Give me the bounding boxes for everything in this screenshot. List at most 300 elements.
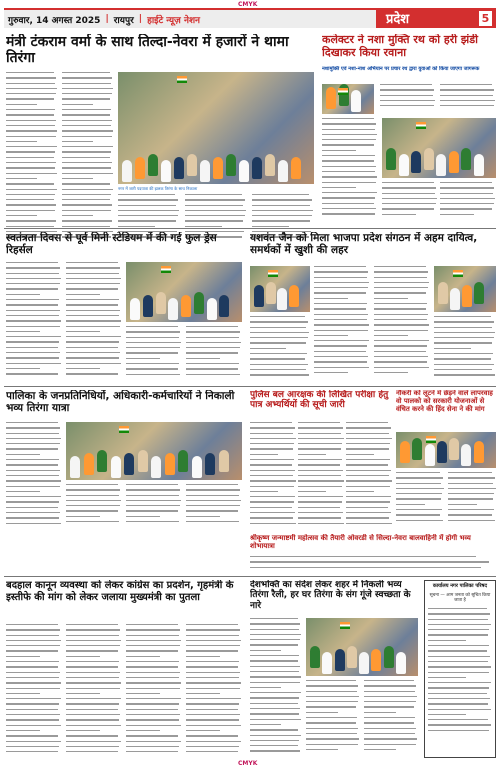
text-line: [250, 501, 294, 502]
text-line: [126, 714, 180, 715]
text-line: [314, 372, 348, 373]
text-line: [364, 744, 416, 745]
text-line: [250, 644, 298, 645]
person-figure: [156, 292, 166, 314]
text-line: [374, 277, 427, 278]
person-figure: [130, 298, 140, 320]
text-line: [66, 656, 100, 657]
text-line: [66, 516, 100, 517]
text-line: [126, 730, 160, 731]
text-line: [66, 714, 120, 715]
text-line: [252, 226, 289, 227]
text-line: [186, 484, 238, 485]
text-line: [250, 486, 294, 487]
text-line: [252, 220, 310, 221]
text-line: [250, 692, 301, 693]
text-line: [186, 714, 240, 715]
text-line: [6, 730, 40, 731]
text-line: [440, 203, 494, 204]
text-line: [186, 635, 239, 636]
text-line: [250, 422, 292, 423]
text-line: [186, 500, 241, 501]
text-line: [6, 189, 57, 190]
text-line: [6, 72, 54, 73]
text-line: [6, 136, 56, 137]
text-line: [186, 693, 220, 694]
text-line: [250, 332, 309, 333]
text-line: [306, 717, 357, 718]
text-line: [6, 682, 61, 683]
story-deshbhakti-body-col2: [306, 680, 360, 758]
text-line: [66, 640, 121, 641]
person-figure: [449, 438, 459, 460]
text-line: [250, 342, 306, 343]
text-line: [322, 171, 375, 172]
text-line: [126, 640, 181, 641]
text-line: [252, 215, 312, 216]
story-collector-body-col2: [440, 84, 496, 114]
text-line: [6, 512, 60, 513]
text-line: [6, 688, 60, 689]
text-line: [186, 656, 220, 657]
print-mark-top: CMYK: [238, 1, 258, 8]
text-line: [62, 220, 112, 221]
text-line: [428, 624, 491, 625]
text-line: [62, 157, 110, 158]
story-palika-headline: पालिका के जनप्रतिनिधियों, अधिकारी-कर्मचारियों ने निकाली भव्य तिरंगा यात्रा: [6, 390, 235, 415]
rally-photo: [118, 72, 314, 184]
text-line: [314, 308, 366, 309]
text-line: [322, 182, 376, 183]
text-line: [126, 719, 179, 720]
text-line: [252, 194, 309, 195]
story-congress-body-col4: [186, 624, 242, 758]
text-line: [126, 489, 180, 490]
text-line: [66, 315, 119, 316]
text-line: [298, 454, 326, 455]
text-line: [298, 448, 341, 449]
text-line: [250, 459, 294, 460]
text-line: [186, 374, 240, 375]
text-line: [250, 321, 308, 322]
text-line: [6, 443, 60, 444]
person-figure: [161, 160, 171, 182]
text-line: [364, 685, 416, 686]
text-line: [66, 347, 118, 348]
text-line: [434, 337, 494, 338]
text-line: [250, 735, 301, 736]
text-line: [126, 635, 179, 636]
person-figure: [181, 295, 191, 317]
story-police-body-col1: [250, 422, 296, 530]
text-line: [6, 714, 60, 715]
person-figure: [97, 450, 107, 472]
person-figure: [200, 160, 210, 182]
text-line: [346, 448, 389, 449]
text-line: [66, 682, 121, 683]
text-line: [66, 672, 120, 673]
text-line: [6, 751, 58, 752]
text-line: [374, 330, 428, 331]
text-line: [440, 100, 495, 101]
person-figure: [165, 453, 175, 475]
text-line: [346, 438, 392, 439]
story-naukri-body-col1: [396, 472, 444, 530]
story-swatantrata-body-col4: [186, 326, 242, 382]
text-line: [250, 682, 300, 683]
text-line: [62, 98, 110, 99]
text-line: [126, 666, 178, 667]
text-line: [6, 438, 61, 439]
person-figure: [384, 646, 394, 668]
text-line: [250, 358, 305, 359]
text-line: [6, 507, 58, 508]
text-line: [374, 356, 428, 357]
text-line: [6, 709, 58, 710]
text-line: [66, 629, 120, 630]
text-line: [126, 495, 179, 496]
text-line: [306, 722, 356, 723]
person-figure: [351, 90, 361, 112]
text-line: [346, 517, 389, 518]
text-line: [6, 210, 55, 211]
notice-title: कार्यालय नगर पालिका परिषद: [432, 583, 488, 589]
text-line: [6, 220, 56, 221]
text-line: [126, 629, 180, 630]
text-line: [428, 714, 466, 715]
story-congress-body-col1: [6, 624, 62, 758]
text-line: [250, 708, 300, 709]
text-line: [382, 193, 435, 194]
text-line: [382, 214, 416, 215]
text-line: [6, 162, 56, 163]
text-line: [66, 288, 118, 289]
text-line: [250, 650, 281, 651]
person-figure: [266, 282, 276, 304]
tiranga-flag-icon: [119, 426, 129, 433]
person-figure: [124, 453, 134, 475]
text-line: [250, 660, 298, 661]
story-yashwant-headline: यशवंत जैन को मिला भाजपा प्रदेश संगठन में अहम दायित्व, समर्थकों में खुशी की लहर: [250, 232, 478, 257]
person-figure: [151, 456, 161, 478]
text-line: [374, 314, 428, 315]
tiranga-flag-icon: [416, 122, 426, 129]
text-line: [298, 501, 342, 502]
story-yashwant-body-col1: [250, 316, 310, 380]
text-line: [62, 114, 110, 115]
text-line: [6, 357, 59, 358]
person-figure: [399, 154, 409, 176]
person-figure: [168, 298, 178, 320]
text-line: [66, 698, 121, 699]
text-line: [298, 517, 341, 518]
text-line: [66, 273, 119, 274]
text-line: [126, 347, 180, 348]
person-figure: [219, 295, 229, 317]
text-line: [6, 433, 59, 434]
text-line: [186, 489, 240, 490]
text-line: [186, 363, 239, 364]
text-line: [314, 335, 348, 336]
person-figure: [278, 160, 288, 182]
text-line: [428, 730, 489, 731]
text-line: [322, 144, 374, 145]
text-line: [250, 491, 278, 492]
story-naukri-headline: नौकरी को लूटने में छेड़ने वाले लापरवाह वो पालको को सरकारी योजनाओं से वंचित करने की हिंद सेना ने की मांग: [396, 390, 493, 413]
text-line: [126, 725, 181, 726]
text-line: [6, 486, 60, 487]
text-line: [126, 521, 179, 522]
text-line: [66, 341, 119, 342]
text-line: [250, 556, 476, 557]
text-line: [364, 722, 414, 723]
story-palika-body-col4: [186, 484, 242, 530]
text-line: [298, 486, 342, 487]
text-line: [346, 512, 391, 513]
story-palika-body-col3: [126, 484, 182, 530]
tiranga-rally-photo: [306, 618, 418, 676]
person-figure: [335, 649, 345, 671]
text-line: [186, 521, 239, 522]
text-line: [314, 282, 369, 283]
person-figure: [143, 295, 153, 317]
text-line: [6, 635, 59, 636]
text-line: [396, 493, 442, 494]
text-line: [250, 623, 300, 624]
text-line: [306, 749, 338, 750]
text-line: [6, 368, 40, 369]
text-line: [250, 369, 306, 370]
text-line: [6, 215, 37, 216]
text-line: [250, 697, 299, 698]
story-congress-body-col2: [66, 624, 122, 758]
person-figure: [461, 148, 471, 170]
text-line: [66, 719, 119, 720]
text-line: [448, 520, 495, 521]
text-line: [126, 374, 180, 375]
person-figure: [265, 154, 275, 176]
text-line: [440, 95, 493, 96]
section-banner: [376, 8, 496, 28]
text-line: [322, 197, 375, 198]
text-line: [396, 472, 440, 473]
text-line: [364, 680, 414, 681]
text-line: [440, 208, 492, 209]
text-line: [186, 672, 240, 673]
text-line: [250, 374, 309, 375]
text-line: [448, 488, 496, 489]
person-figure: [277, 288, 287, 310]
text-line: [6, 199, 54, 200]
person-figure: [178, 450, 188, 472]
text-line: [298, 480, 344, 481]
text-line: [346, 475, 389, 476]
text-line: [250, 745, 298, 746]
text-line: [6, 273, 59, 274]
text-line: [126, 698, 181, 699]
tiranga-flag-icon: [161, 266, 171, 273]
text-line: [6, 672, 60, 673]
text-line: [374, 367, 429, 368]
person-figure: [135, 157, 145, 179]
text-line: [374, 340, 429, 341]
text-line: [396, 477, 443, 478]
text-line: [6, 661, 59, 662]
text-line: [314, 345, 367, 346]
text-line: [126, 342, 181, 343]
text-line: [364, 706, 414, 707]
text-line: [346, 507, 388, 508]
text-line: [186, 510, 238, 511]
text-line: [250, 438, 296, 439]
text-line: [346, 459, 390, 460]
text-line: [186, 725, 241, 726]
text-line: [314, 292, 366, 293]
text-line: [346, 422, 388, 423]
text-line: [448, 472, 492, 473]
text-line: [374, 308, 426, 309]
text-line: [66, 368, 100, 369]
text-line: [306, 738, 359, 739]
text-line: [66, 661, 119, 662]
text-line: [66, 666, 118, 667]
text-line: [314, 287, 368, 288]
text-line: [6, 624, 58, 625]
text-line: [62, 151, 111, 152]
text-line: [126, 650, 178, 651]
text-line: [306, 712, 338, 713]
text-line: [250, 348, 286, 349]
text-line: [380, 95, 433, 96]
text-line: [434, 358, 491, 359]
text-line: [374, 287, 428, 288]
text-line: [250, 671, 299, 672]
text-line: [250, 480, 296, 481]
text-line: [322, 187, 356, 188]
story-swatantrata-body-col3: [126, 326, 182, 382]
text-line: [374, 271, 428, 272]
text-line: [428, 698, 490, 699]
text-line: [382, 208, 434, 209]
story-deshbhakti-body-col3: [364, 680, 418, 758]
text-line: [66, 746, 119, 747]
text-line: [6, 480, 61, 481]
text-line: [126, 337, 179, 338]
text-line: [62, 88, 113, 89]
text-line: [374, 303, 427, 304]
text-line: [374, 351, 426, 352]
text-line: [374, 266, 426, 267]
text-line: [6, 167, 55, 168]
story-swatantrata-body-col1: [6, 262, 62, 382]
person-figure: [411, 151, 421, 173]
text-line: [322, 118, 374, 119]
text-line: [6, 427, 60, 428]
person-figure: [450, 288, 460, 310]
text-line: [440, 193, 493, 194]
text-line: [62, 226, 110, 227]
text-line: [250, 507, 292, 508]
story-mantri-caption: नगर में जारी पदयात्रा की झलक तिरंगा के साथ निकाला: [118, 186, 314, 191]
text-line: [434, 327, 492, 328]
text-line: [6, 347, 58, 348]
text-line: [126, 677, 179, 678]
text-line: [448, 477, 495, 478]
text-line: [346, 496, 391, 497]
text-line: [118, 226, 155, 227]
text-line: [126, 331, 180, 332]
text-line: [66, 336, 121, 337]
person-figure: [326, 87, 336, 109]
text-line: [185, 199, 245, 200]
text-line: [380, 105, 434, 106]
text-line: [66, 730, 100, 731]
text-line: [396, 483, 441, 484]
text-line: [298, 433, 341, 434]
text-line: [428, 687, 489, 688]
text-line: [252, 199, 312, 200]
text-line: [186, 719, 239, 720]
text-line: [396, 509, 442, 510]
text-line: [448, 493, 494, 494]
text-line: [250, 464, 292, 465]
story-yashwant-body-col4: [434, 316, 496, 380]
text-line: [314, 271, 368, 272]
text-line: [250, 729, 298, 730]
text-line: [62, 173, 113, 174]
text-line: [346, 433, 389, 434]
story-janmashtami-headline: श्रीकृष्ण जन्माष्टमी महोत्सव की तैयारी ओवरडी से सिल्दा-नेवरा बालवाहिनी में होगी भव्य शोभायात्रा: [250, 534, 471, 551]
person-figure: [239, 160, 249, 182]
text-line: [382, 203, 436, 204]
text-line: [440, 105, 494, 106]
text-line: [250, 327, 306, 328]
text-line: [62, 210, 111, 211]
text-line: [66, 645, 120, 646]
text-line: [6, 746, 59, 747]
text-line: [186, 624, 238, 625]
text-line: [364, 733, 415, 734]
text-line: [6, 157, 54, 158]
text-line: [314, 367, 369, 368]
text-line: [62, 204, 112, 205]
text-line: [62, 199, 110, 200]
text-line: [428, 703, 488, 704]
header-city: रायपुर: [113, 15, 134, 26]
story-collector-body-col1: [380, 84, 436, 114]
text-line: [126, 693, 160, 694]
text-line: [66, 735, 118, 736]
person-figure: [347, 646, 357, 668]
text-line: [126, 363, 179, 364]
section-title: प्रदेश: [386, 12, 410, 27]
text-line: [186, 677, 239, 678]
text-line: [126, 326, 178, 327]
text-line: [66, 283, 120, 284]
text-line: [118, 210, 179, 211]
text-line: [6, 83, 55, 84]
text-line: [250, 567, 481, 568]
person-figure: [70, 456, 80, 478]
text-line: [250, 713, 299, 714]
text-line: [448, 483, 493, 484]
person-figure: [213, 157, 223, 179]
text-line: [428, 724, 491, 725]
text-line: [6, 194, 55, 195]
text-line: [126, 368, 178, 369]
person-figure: [474, 282, 484, 304]
text-line: [126, 352, 178, 353]
